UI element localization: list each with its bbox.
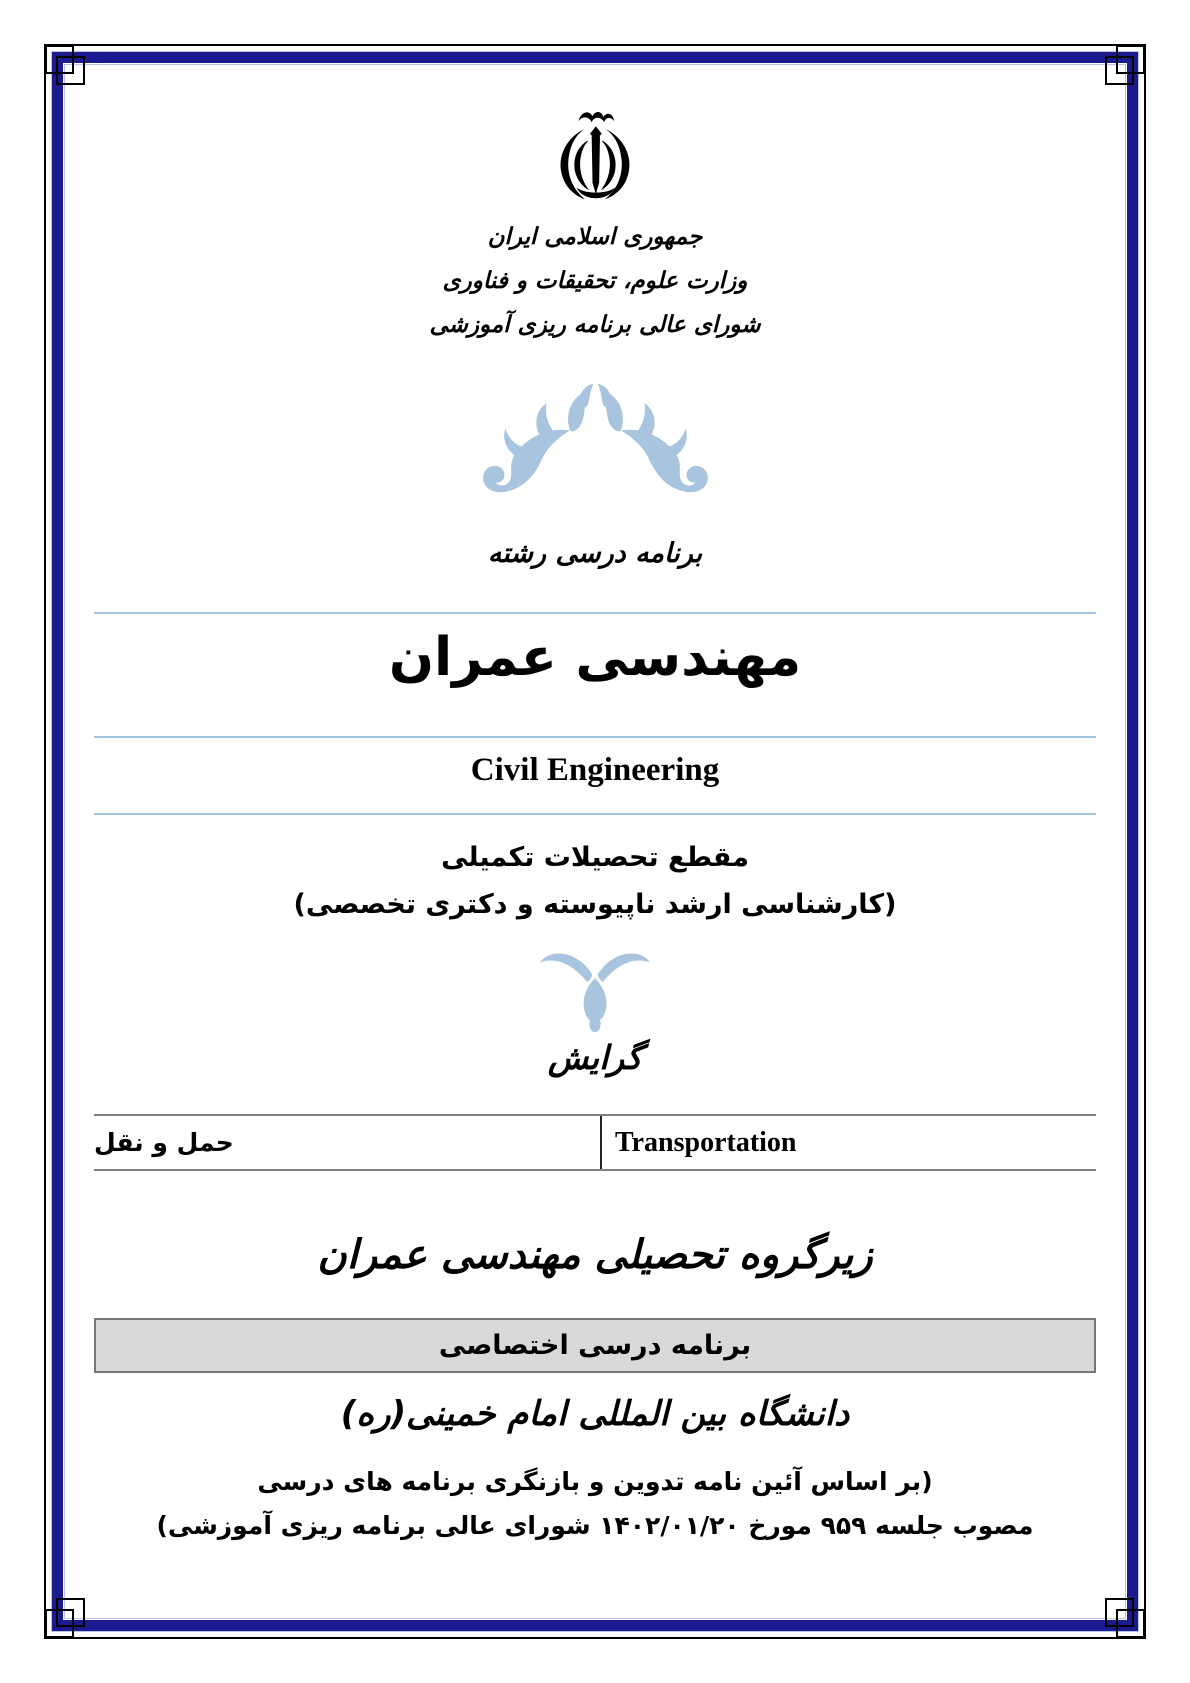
program-intro: برنامه درسی رشته	[487, 538, 703, 569]
flourish-container	[94, 366, 1096, 508]
level-line-1: مقطع تحصیلات تکمیلی	[441, 842, 749, 873]
emblem-container	[94, 108, 1096, 220]
orientation-cell-en: Transportation	[615, 1126, 797, 1158]
orientation-table	[94, 1114, 1096, 1171]
header-line-council: شورای عالی برنامه ریزی آموزشی	[429, 312, 761, 338]
special-program-bar	[94, 1318, 1096, 1373]
divider-line	[94, 612, 1096, 614]
corner-knot-icon	[56, 1598, 85, 1627]
divider-line	[94, 813, 1096, 815]
corner-knot-icon	[1105, 1598, 1134, 1627]
floral-flourish-icon	[478, 366, 713, 508]
footnote-line-1: (بر اساس آئین نامه تدوین و بازنگری برنامه های درسی	[257, 1467, 933, 1496]
header-line-ministry: وزارت علوم، تحقیقات و فناوری	[442, 268, 748, 294]
university-name: دانشگاه بین المللی امام خمینی(ره)	[340, 1394, 850, 1434]
program-title-en: Civil Engineering	[470, 752, 720, 788]
floral-divider-icon	[536, 938, 654, 1033]
divider-ornament-container	[94, 938, 1096, 1033]
header-line-republic: جمهوری اسلامی ایران	[487, 224, 703, 250]
page-content	[94, 0, 1096, 1683]
corner-knot-icon	[56, 56, 85, 85]
orientation-heading: گرایش	[547, 1038, 643, 1077]
footnote-line-2: مصوب جلسه ۹۵۹ مورخ ۱۴۰۲/۰۱/۲۰ شورای عالی برنامه ریزی آموزشی)	[156, 1511, 1034, 1540]
special-program-label: برنامه درسی اختصاصی	[438, 1330, 752, 1361]
program-title-fa: مهندسی عمران	[388, 627, 802, 688]
subgroup-heading: زیرگروه تحصیلی مهندسی عمران	[317, 1232, 873, 1278]
orientation-cell-fa: حمل و نقل	[94, 1116, 602, 1169]
iran-emblem-icon	[545, 108, 645, 220]
level-line-2: (کارشناسی ارشد ناپیوسته و دکتری تخصصی)	[293, 889, 897, 920]
divider-line	[94, 736, 1096, 738]
corner-knot-icon	[1105, 56, 1134, 85]
